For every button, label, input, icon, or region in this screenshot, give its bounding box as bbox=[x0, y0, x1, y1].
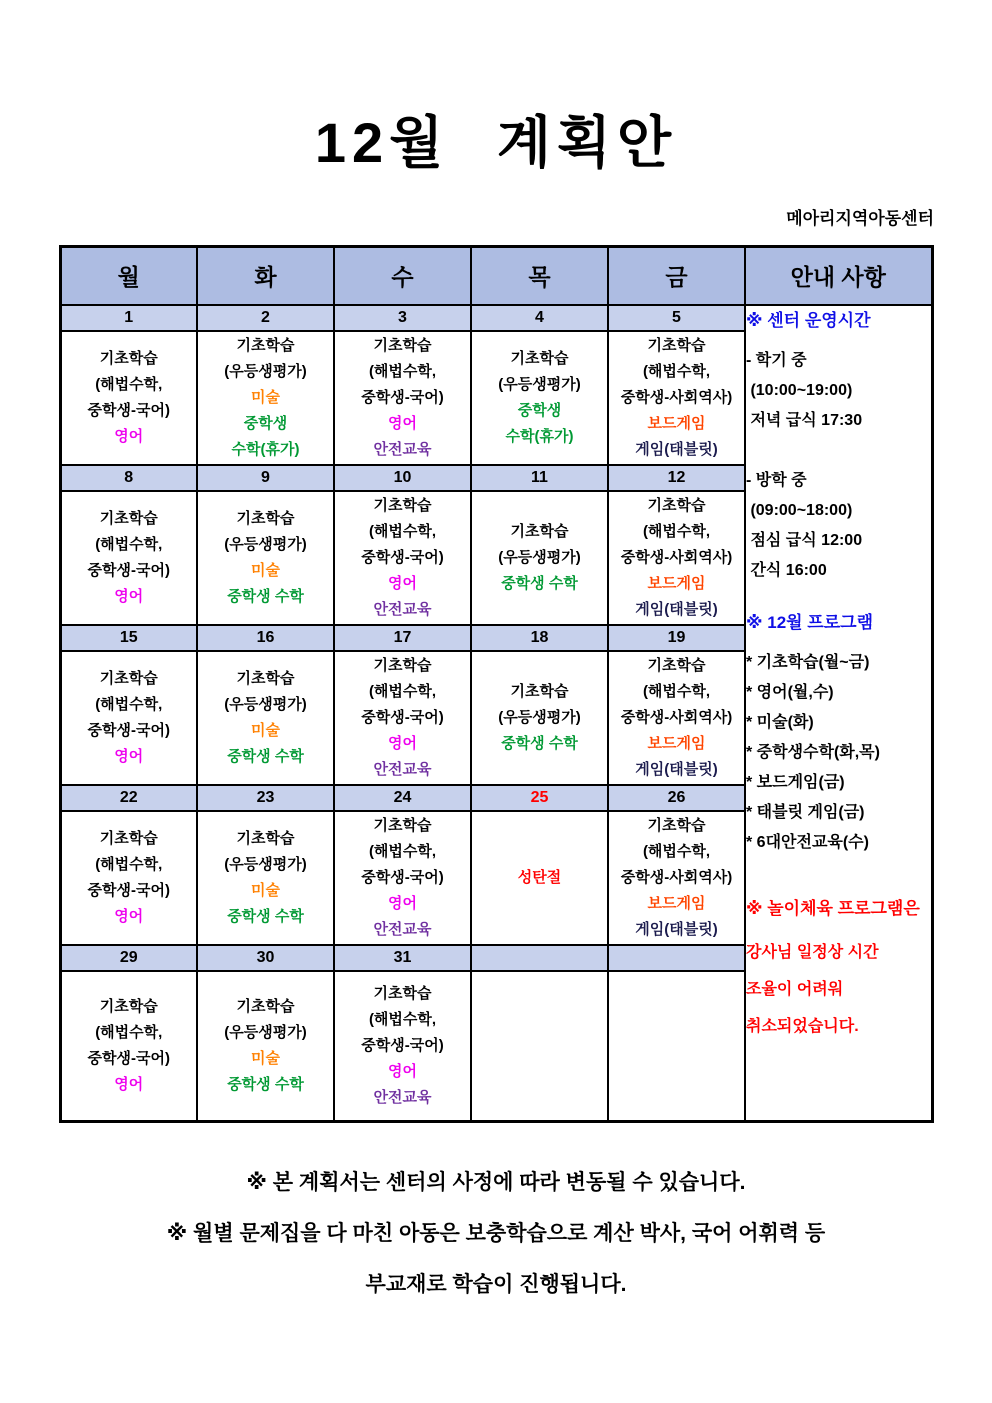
date-cell: 5 bbox=[608, 305, 745, 331]
footer-note: ※ 본 계획서는 센터의 사정에 따라 변동될 수 있습니다. bbox=[246, 1170, 746, 1194]
schedule-line: (해법수학, bbox=[368, 842, 437, 860]
schedule-cell bbox=[334, 331, 471, 465]
schedule-line: 중학생-국어) bbox=[87, 561, 170, 579]
schedule-line: 미술 bbox=[251, 881, 280, 899]
schedule-line: 수학(휴가) bbox=[505, 427, 574, 445]
notice-line: (09:00~18:00) bbox=[746, 501, 853, 519]
schedule-line: 영어 bbox=[388, 574, 417, 592]
schedule-line: (해법수학, bbox=[95, 695, 163, 713]
notice-line: * 영어(월,수) bbox=[746, 683, 834, 701]
schedule-cell bbox=[608, 491, 745, 625]
notice-line: 취소되었습니다. bbox=[746, 1017, 859, 1035]
schedule-cell bbox=[608, 331, 745, 465]
date-cell: 30 bbox=[197, 945, 334, 971]
schedule-line: (해법수학, bbox=[95, 855, 163, 873]
schedule-cell bbox=[471, 491, 608, 625]
day-header-cell-2: 수 bbox=[334, 246, 471, 305]
footer-note: 부교재로 학습이 진행됩니다. bbox=[365, 1273, 627, 1297]
schedule-line: (우등생평가) bbox=[498, 548, 581, 566]
schedule-line: 기초학습 bbox=[373, 656, 432, 674]
schedule-line: 기초학습 bbox=[99, 997, 158, 1015]
schedule-line: (해법수학, bbox=[368, 522, 437, 540]
schedule-line: 중학생-국어) bbox=[87, 401, 170, 419]
schedule-line: 중학생 수학 bbox=[227, 747, 304, 765]
schedule-line: 중학생-국어) bbox=[87, 881, 170, 899]
date-cell: 22 bbox=[60, 785, 197, 811]
schedule-line: 중학생 bbox=[517, 401, 562, 419]
schedule-line: 중학생-국어) bbox=[87, 1049, 170, 1067]
schedule-line: 중학생-국어) bbox=[361, 548, 444, 566]
schedule-cell bbox=[197, 971, 334, 1122]
notice-line bbox=[746, 436, 931, 466]
date-cell: 19 bbox=[608, 625, 745, 651]
schedule-line: 기초학습 bbox=[647, 656, 706, 674]
schedule-cell bbox=[334, 651, 471, 785]
date-cell: 9 bbox=[197, 465, 334, 491]
schedule-line: 안전교육 bbox=[373, 600, 432, 618]
notice-line: * 보드게임(금) bbox=[746, 773, 845, 791]
schedule-line: 기초학습 bbox=[99, 669, 158, 687]
date-cell: 18 bbox=[471, 625, 608, 651]
date-cell: 4 bbox=[471, 305, 608, 331]
schedule-line: 영어 bbox=[114, 1075, 144, 1093]
schedule-line: 미술 bbox=[251, 1049, 280, 1067]
schedule-line: 안전교육 bbox=[373, 440, 432, 458]
notice-line: - 방학 중 bbox=[746, 471, 807, 489]
schedule-cell bbox=[60, 491, 197, 625]
notice-line: * 중학생수학(화,목) bbox=[746, 743, 880, 761]
date-row bbox=[60, 305, 932, 331]
schedule-cell bbox=[471, 331, 608, 465]
schedule-line: 성탄절 bbox=[517, 868, 562, 886]
date-cell: 12 bbox=[608, 465, 745, 491]
schedule-line: 게임(태블릿) bbox=[635, 920, 718, 938]
day-header-cell-3: 목 bbox=[471, 246, 608, 305]
notice-section bbox=[746, 608, 931, 858]
page-title: 12월 계획안 bbox=[314, 111, 678, 174]
date-cell: 3 bbox=[334, 305, 471, 331]
notice-line: 점심 급식 12:00 bbox=[746, 531, 863, 549]
schedule-line: 게임(태블릿) bbox=[635, 600, 718, 618]
schedule-line: 게임(태블릿) bbox=[635, 760, 718, 778]
schedule-line: 보드게임 bbox=[647, 894, 706, 912]
schedule-line: 중학생-국어) bbox=[361, 868, 444, 886]
org-name: 메아리지역아동센터 bbox=[786, 208, 934, 228]
schedule-cell bbox=[60, 331, 197, 465]
schedule-line: 중학생-사회역사) bbox=[620, 548, 733, 566]
notice-section-heading: ※ 놀이체육 프로그램은 bbox=[746, 898, 920, 918]
schedule-line: 중학생-사회역사) bbox=[620, 388, 733, 406]
schedule-line: 기초학습 bbox=[236, 669, 295, 687]
footer-notes bbox=[0, 1169, 992, 1299]
date-cell: 11 bbox=[471, 465, 608, 491]
date-cell: 29 bbox=[60, 945, 197, 971]
schedule-line: 기초학습 bbox=[373, 336, 432, 354]
schedule-cell bbox=[471, 811, 608, 945]
schedule-cell bbox=[197, 331, 334, 465]
schedule-line: 미술 bbox=[251, 721, 280, 739]
schedule-line: 기초학습 bbox=[647, 496, 706, 514]
schedule-line: (해법수학, bbox=[642, 522, 711, 540]
schedule-line: 중학생-사회역사) bbox=[620, 708, 733, 726]
date-cell: 17 bbox=[334, 625, 471, 651]
schedule-line: 영어 bbox=[388, 894, 417, 912]
date-cell: 24 bbox=[334, 785, 471, 811]
schedule-line: 기초학습 bbox=[373, 984, 432, 1002]
schedule-line: 영어 bbox=[388, 414, 417, 432]
schedule-cell bbox=[197, 651, 334, 785]
schedule-line: 기초학습 bbox=[373, 496, 432, 514]
day-header-row bbox=[60, 246, 932, 305]
date-cell: 26 bbox=[608, 785, 745, 811]
schedule-line: 중학생-국어) bbox=[361, 708, 444, 726]
schedule-line: 미술 bbox=[251, 561, 280, 579]
day-header-cell-4: 금 bbox=[608, 246, 745, 305]
schedule-line: 영어 bbox=[388, 1062, 417, 1080]
notice-section bbox=[746, 306, 931, 586]
schedule-line: 안전교육 bbox=[373, 920, 432, 938]
date-cell: 16 bbox=[197, 625, 334, 651]
day-header-cell-0: 월 bbox=[60, 246, 197, 305]
schedule-line: 기초학습 bbox=[236, 997, 295, 1015]
schedule-line: 기초학습 bbox=[236, 829, 295, 847]
schedule-line: (해법수학, bbox=[368, 362, 437, 380]
schedule-cell bbox=[60, 811, 197, 945]
notice-line: - 학기 중 bbox=[746, 351, 807, 369]
schedule-cell bbox=[334, 811, 471, 945]
schedule-line: 기초학습 bbox=[647, 336, 706, 354]
notice-panel bbox=[745, 305, 932, 1122]
schedule-line: (해법수학, bbox=[642, 842, 711, 860]
day-header-cell-5: 안내 사항 bbox=[745, 246, 932, 305]
schedule-cell bbox=[608, 651, 745, 785]
date-cell: 23 bbox=[197, 785, 334, 811]
schedule-line: (우등생평가) bbox=[224, 362, 307, 380]
schedule-line: (해법수학, bbox=[642, 682, 711, 700]
schedule-cell bbox=[60, 651, 197, 785]
notice-section-heading: ※ 12월 프로그램 bbox=[746, 612, 873, 632]
notice-line: 저녁 급식 17:30 bbox=[746, 411, 863, 429]
schedule-line: 중학생 수학 bbox=[227, 1075, 304, 1093]
schedule-line: 안전교육 bbox=[373, 1088, 432, 1106]
schedule-line: 영어 bbox=[114, 747, 144, 765]
notice-line: * 기초학습(월~금) bbox=[746, 653, 870, 671]
notice-section-heading: ※ 센터 운영시간 bbox=[746, 310, 871, 330]
schedule-line: (해법수학, bbox=[95, 535, 163, 553]
schedule-line: (해법수학, bbox=[368, 682, 437, 700]
schedule-line: (해법수학, bbox=[95, 1023, 163, 1041]
schedule-line: (해법수학, bbox=[642, 362, 711, 380]
schedule-cell bbox=[334, 971, 471, 1122]
notice-line: * 6대안전교육(수) bbox=[746, 833, 869, 851]
schedule-line: 기초학습 bbox=[510, 682, 569, 700]
schedule-line: 영어 bbox=[114, 587, 144, 605]
schedule-line: (해법수학, bbox=[95, 375, 163, 393]
schedule-line: 중학생 bbox=[243, 414, 288, 432]
date-cell: 25 bbox=[471, 785, 608, 811]
schedule-line: 기초학습 bbox=[510, 522, 569, 540]
schedule-line: (우등생평가) bbox=[224, 535, 307, 553]
schedule-line: 중학생 수학 bbox=[501, 734, 578, 752]
footer-note: ※ 월별 문제집을 다 마친 아동은 보충학습으로 계산 박사, 국어 어휘력 등 bbox=[166, 1221, 826, 1245]
schedule-line: (해법수학, bbox=[368, 1010, 437, 1028]
schedule-line: 보드게임 bbox=[647, 574, 706, 592]
date-cell: 1 bbox=[60, 305, 197, 331]
date-cell bbox=[608, 945, 745, 971]
schedule-line: 기초학습 bbox=[236, 336, 295, 354]
schedule-line: 수학(휴가) bbox=[231, 440, 300, 458]
date-cell: 31 bbox=[334, 945, 471, 971]
schedule-line: (우등생평가) bbox=[224, 1023, 307, 1041]
schedule-cell bbox=[608, 971, 745, 1122]
schedule-line: 영어 bbox=[114, 427, 144, 445]
schedule-line: (우등생평가) bbox=[224, 855, 307, 873]
notice-line: * 미술(화) bbox=[746, 713, 814, 731]
schedule-cell bbox=[197, 491, 334, 625]
date-cell: 10 bbox=[334, 465, 471, 491]
schedule-cell bbox=[197, 811, 334, 945]
schedule-line: 보드게임 bbox=[647, 414, 706, 432]
schedule-line: (우등생평가) bbox=[224, 695, 307, 713]
schedule-cell bbox=[334, 491, 471, 625]
schedule-table bbox=[59, 245, 934, 1123]
schedule-line: 게임(태블릿) bbox=[635, 440, 718, 458]
schedule-line: 기초학습 bbox=[99, 509, 158, 527]
schedule-line: 미술 bbox=[251, 388, 280, 406]
schedule-line: 중학생-국어) bbox=[87, 721, 170, 739]
schedule-cell bbox=[471, 971, 608, 1122]
schedule-line: 중학생 수학 bbox=[227, 587, 304, 605]
date-cell bbox=[471, 945, 608, 971]
notice-line: 간식 16:00 bbox=[746, 561, 827, 579]
notice-line: * 태블릿 게임(금) bbox=[746, 803, 865, 821]
schedule-line: 기초학습 bbox=[373, 816, 432, 834]
notice-line: 강사님 일정상 시간 bbox=[746, 943, 879, 961]
schedule-line: 중학생-국어) bbox=[361, 388, 444, 406]
schedule-line: 기초학습 bbox=[99, 829, 158, 847]
schedule-line: 보드게임 bbox=[647, 734, 706, 752]
schedule-line: 기초학습 bbox=[99, 349, 158, 367]
schedule-line: 중학생-사회역사) bbox=[620, 868, 733, 886]
date-cell: 15 bbox=[60, 625, 197, 651]
schedule-line: (우등생평가) bbox=[498, 375, 581, 393]
schedule-line: 중학생 수학 bbox=[227, 907, 304, 925]
schedule-line: 기초학습 bbox=[647, 816, 706, 834]
schedule-line: 중학생 수학 bbox=[501, 574, 578, 592]
notice-line: 조율이 어려워 bbox=[746, 980, 844, 998]
schedule-line: (우등생평가) bbox=[498, 708, 581, 726]
schedule-line: 안전교육 bbox=[373, 760, 432, 778]
day-header-cell-1: 화 bbox=[197, 246, 334, 305]
schedule-line: 영어 bbox=[388, 734, 417, 752]
schedule-line: 기초학습 bbox=[236, 509, 295, 527]
notice-section bbox=[746, 894, 931, 1045]
schedule-cell bbox=[608, 811, 745, 945]
notice-line: (10:00~19:00) bbox=[746, 381, 853, 399]
schedule-line: 기초학습 bbox=[510, 349, 569, 367]
schedule-line: 영어 bbox=[114, 907, 144, 925]
schedule-line: 중학생-국어) bbox=[361, 1036, 444, 1054]
schedule-cell bbox=[471, 651, 608, 785]
schedule-cell bbox=[60, 971, 197, 1122]
date-cell: 2 bbox=[197, 305, 334, 331]
date-cell: 8 bbox=[60, 465, 197, 491]
